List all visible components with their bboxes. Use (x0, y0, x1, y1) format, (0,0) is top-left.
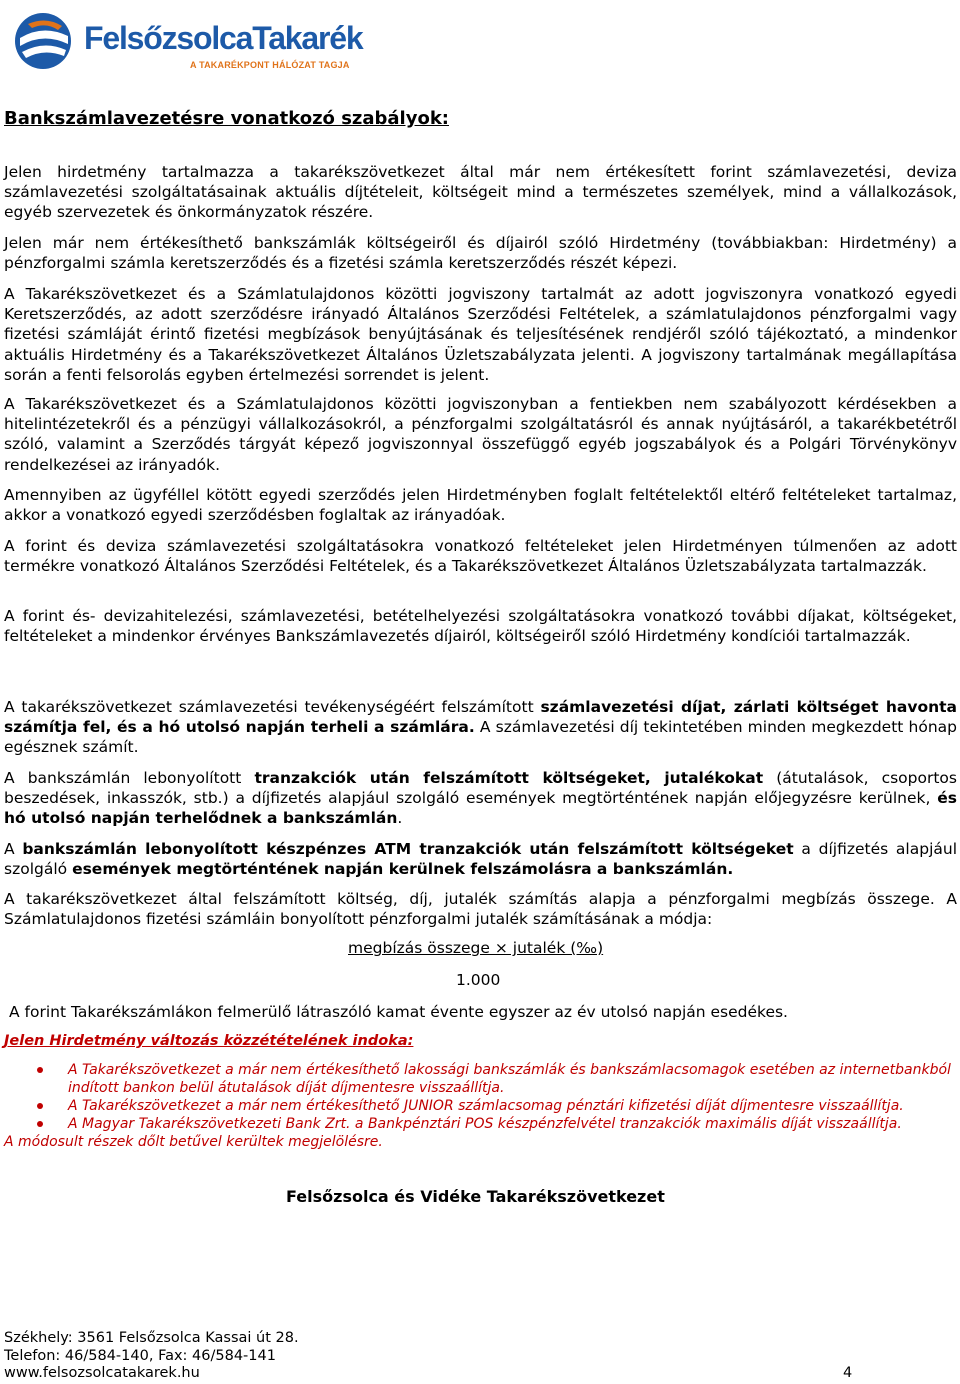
paragraph-commission-basis: A takarékszövetkezet által felszámított költség, díj, jutalék számítás alapja a pénzforgalmi megbízás összege. A Számlatulajdonos fizetési számláin bonyolított pénzforgalmi jutalék számításának a módja: (4, 890, 957, 929)
bold-run: tranzakciók után felszámított költségeket, jutalékokat (254, 769, 764, 787)
list-item (4, 1115, 957, 1133)
list-item (4, 1097, 957, 1115)
bullet-icon (37, 1121, 43, 1127)
formula-denominator: 1.000 (456, 971, 501, 989)
section-heading: Bankszámlavezetésre vonatkozó szabályok: (4, 108, 449, 129)
paragraph-contract-part: Jelen már nem értékesíthető bankszámlák költségeiről és díjairól szóló Hirdetmény (továbbiakban: Hirdetmény) a pénzforgalmi számla keretszerződés és a fizetési számla keretszerződés részét képezi. (4, 234, 957, 273)
paragraph-transaction-costs (4, 768, 957, 829)
footer-phone: Telefon: 46/584-140, Fax: 46/584-141 (4, 1348, 276, 1364)
page-number: 4 (843, 1365, 853, 1381)
change-note: A módosult részek dőlt betűvel kerültek megjelölésre. (4, 1134, 383, 1150)
paragraph-applicable-law: A Takarékszövetkezet és a Számlatulajdonos közötti jogviszonyban a fentiekben nem szabályozott kérdésekben a hitelintézetekről és a pénzügyi vállalkozásokról, a pénzforgalmi szolgáltatásról és annak nyújtásáról, a takarékbetétről szóló, valamint a Szerződés tárgyát képező jogviszonnyal összefüggő egyéb jogszabályok és a Polgári Törvénykönyv rendelkezései az irányadók. (4, 395, 957, 474)
list-item-text: A Magyar Takarékszövetkezeti Bank Zrt. a Bankpénztári POS készpénzfelvétel tranzakciók maximális díját visszaállítja. (68, 1116, 902, 1132)
list-item-text: A Takarékszövetkezet a már nem értékesíthető lakossági bankszámlák és bankszámlacsomagok esetében az internetbankból indított bankon belül átutalások díját díjmentesre visszaállítja. (68, 1062, 951, 1096)
logo-name-part1: Felsőzsolca (84, 20, 253, 56)
footer-website: www.felsozsolcatakarek.hu (4, 1365, 200, 1381)
bullet-icon (37, 1103, 43, 1109)
list-item-text: A Takarékszövetkezet a már nem értékesíthető JUNIOR számlacsomag pénztári kifizetési díját díjmentesre visszaállítja. (68, 1098, 904, 1114)
paragraph-scope: Jelen hirdetmény tartalmazza a takarékszövetkezet által már nem értékesített forint számlavezetési, deviza számlavezetési szolgáltatásainak aktuális díjtételeit, költségeit mind a természetes személyek, mind a vállalkozások, egyéb szervezetek és önkormányzatok részére. (4, 163, 957, 222)
text-run: (átutalások, csoportos beszedések, inkasszók, stb.) a díjfizetés alapjául szolgáló események megtörténtének napján előjegyzésre kerülnek, (4, 769, 957, 808)
paragraph-terms: A forint és deviza számlavezetési szolgáltatásokra vonatkozó feltételeket jelen Hirdetményen túlmenően az adott termékre vonatkozó Általános Szerződési Feltételek, és a Takarékszövetkezet Általános Üzletszabályzata tartalmazzák. (4, 537, 957, 576)
paragraph-individual-contract: Amennyiben az ügyféllel kötött egyedi szerződés jelen Hirdetményben foglalt feltételektől eltérő feltételeket tartalmaz, akkor a vonatkozó egyedi szerződésben foglaltak az irányadóak. (4, 486, 957, 525)
bold-run: és hó utolsó napján terhelődnek a bankszámlán (4, 789, 957, 828)
bold-run: események megtörténtének napján kerülnek felszámolásra a bankszámlán. (72, 860, 734, 879)
text-run: . (397, 809, 403, 828)
change-reason-list (4, 1061, 957, 1133)
logo-wordmark (84, 20, 362, 57)
paragraph-legal-relationship: A Takarékszövetkezet és a Számlatulajdonos közötti jogviszony tartalmát az adott jogviszonyra vonatkozó egyedi Keretszerződés, az adott szerződésre irányadó Általános Szerződési Feltételek, a számlatulajdonos pénzforgalmi vagy fizetési számláját érintő fizetési megbízások benyújtásának és teljesítésének rendjéről szóló tájékoztató, a mindenkor aktuális Hirdetmény és a Takarékszövetkezet Általános Üzletszabályzata jelenti. A jogviszony tartalmának megállapítása során a fenti felsorolás egyben értelmezési sorrendet is jelent. (4, 285, 957, 384)
formula-numerator: megbízás összege × jutalék (‰) (348, 939, 604, 957)
signature: Felsőzsolca és Vidéke Takarékszövetkezet (286, 1187, 665, 1206)
list-item (4, 1061, 957, 1097)
paragraph-fees: A forint és- devizahitelezési, számlavezetési, betételhelyezési szolgáltatásokra vonatkozó további díjakat, költségeket, feltételeket a mindenkor érvényes Bankszámlavezetés díjairól, költségeiről szóló Hirdetmény kondíciói tartalmazzák. (4, 607, 957, 646)
bullet-icon (37, 1067, 43, 1073)
logo-name-part2: Takarék (252, 20, 363, 56)
paragraph-interest: A forint Takarékszámlákon felmerülő látraszóló kamat évente egyszer az év utolsó napján esedékes. (9, 1003, 788, 1021)
text-run: a díjfizetés alapjául szolgáló (4, 840, 957, 879)
bold-run: bankszámlán lebonyolított készpénzes ATM tranzakciók után felszámított költségeket (22, 840, 794, 858)
footer-address: Székhely: 3561 Felsőzsolca Kassai út 28. (4, 1330, 299, 1346)
logo-tagline: A TAKARÉKPONT HÁLÓZAT TAGJA (190, 60, 350, 70)
paragraph-atm-costs (4, 839, 957, 879)
text-run: A bankszámlán lebonyolított (4, 769, 255, 787)
text-run: A számlavezetési díj tekintetében minden megkezdett hónap egésznek számít. (4, 718, 957, 757)
text-run: A takarékszövetkezet számlavezetési tevékenységéért felszámított (4, 698, 541, 716)
bold-run: számlavezetési díjat, zárlati költséget havonta számítja fel, és a hó utolsó napján terheli a számlára. (4, 698, 958, 737)
text-run: A (4, 840, 23, 858)
bank-logo (6, 4, 363, 76)
paragraph-account-fee (4, 697, 957, 758)
logo-swirl-icon (8, 6, 78, 76)
change-reason-heading: Jelen Hirdetmény változás közzétételének indoka: (4, 1033, 414, 1049)
